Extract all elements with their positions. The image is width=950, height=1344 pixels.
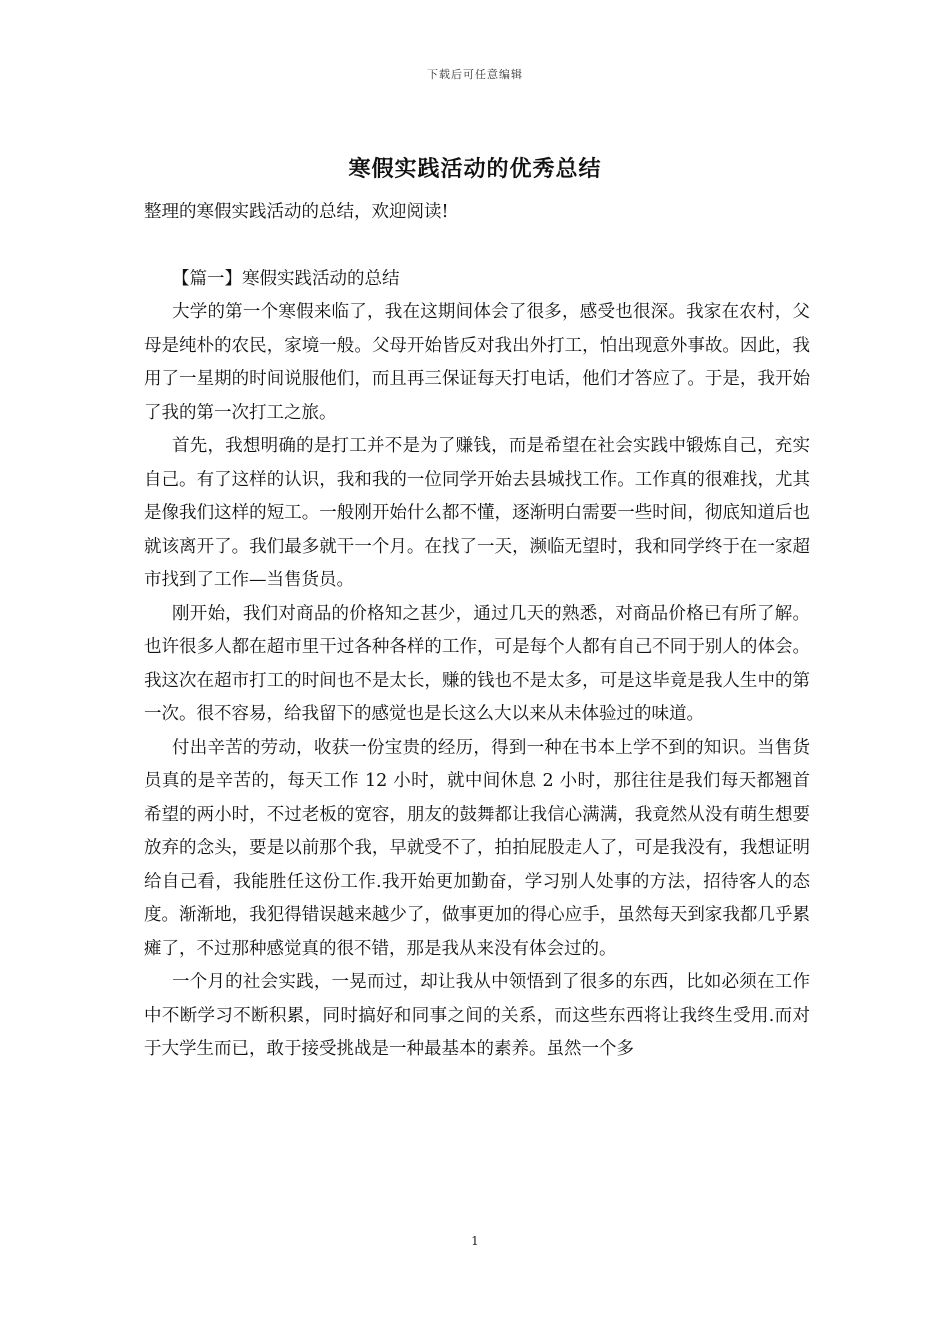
paragraph: 首先，我想明确的是打工并不是为了赚钱，而是希望在社会实践中锻炼自己，充实自己。有了这样的认识，我和我的一位同学开始去县城找工作。工作真的很难找，尤其是像我们这样的短工。一般刚开始什么都不懂，逐渐明白需要一些时间，彻底知道后也就该离开了。我们最多就干一个月。在找了一天，濒临无望时，我和同学终于在一家超市找到了工作—当售货员。 (144, 436, 810, 590)
paragraph: 刚开始，我们对商品的价格知之甚少，通过几天的熟悉，对商品价格已有所了解。也许很多人都在超市里干过各种各样的工作，可是每个人都有自己不同于别人的体会。我这次在超市打工的时间也不是太长，赚的钱也不是太多，可是这毕竟是我人生中的第一次。很不容易，给我留下的感觉也是长这么大以来从未体验过的味道。 (144, 603, 810, 724)
page-number: 1 (471, 1234, 479, 1248)
section-heading: 【篇一】寒假实践活动的总结 (172, 268, 400, 289)
paragraph: 一个月的社会实践，一晃而过，却让我从中领悟到了很多的东西，比如必须在工作中不断学习不断积累，同时搞好和同事之间的关系，而这些东西将让我终生受用.而对于大学生而已，敢于接受挑战是一种最基本的素养。虽然一个多 (144, 972, 810, 1059)
document-title: 寒假实践活动的优秀总结 (348, 156, 602, 182)
intro-text: 整理的寒假实践活动的总结，欢迎阅读! (144, 202, 449, 222)
blank-line (144, 230, 810, 263)
paragraph: 大学的第一个寒假来临了，我在这期间体会了很多，感受也很深。我家在农村，父母是纯朴的农民，家境一般。父母开始皆反对我出外打工，怕出现意外事故。因此，我用了一星期的时间说服他们，而且再三保证每天打电话，他们才答应了。于是，我开始了我的第一次打工之旅。 (144, 302, 810, 423)
header-note: 下载后可任意编辑 (427, 68, 523, 81)
paragraph: 付出辛苦的劳动，收获一份宝贵的经历，得到一种在书本上学不到的知识。当售货员真的是辛苦的，每天工作 12 小时，就中间休息 2 小时，那往往是我们每天都翘首希望的两小时，不过老板的宽容，朋友的鼓舞都让我信心满满，我竟然从没有萌生想要放弃的念头，要是以前那个我，早就受不了，拍拍屁股走人了，可是我没有，我想证明给自己看，我能胜任这份工作.我开始更加勤奋，学习别人处事的方法，招待客人的态度。渐渐地，我犯得错误越来越少了，做事更加的得心应手，虽然每天到家我都几乎累瘫了，不过那种感觉真的很不错，那是我从来没有体会过的。 (144, 737, 810, 959)
document-body (144, 196, 810, 1067)
